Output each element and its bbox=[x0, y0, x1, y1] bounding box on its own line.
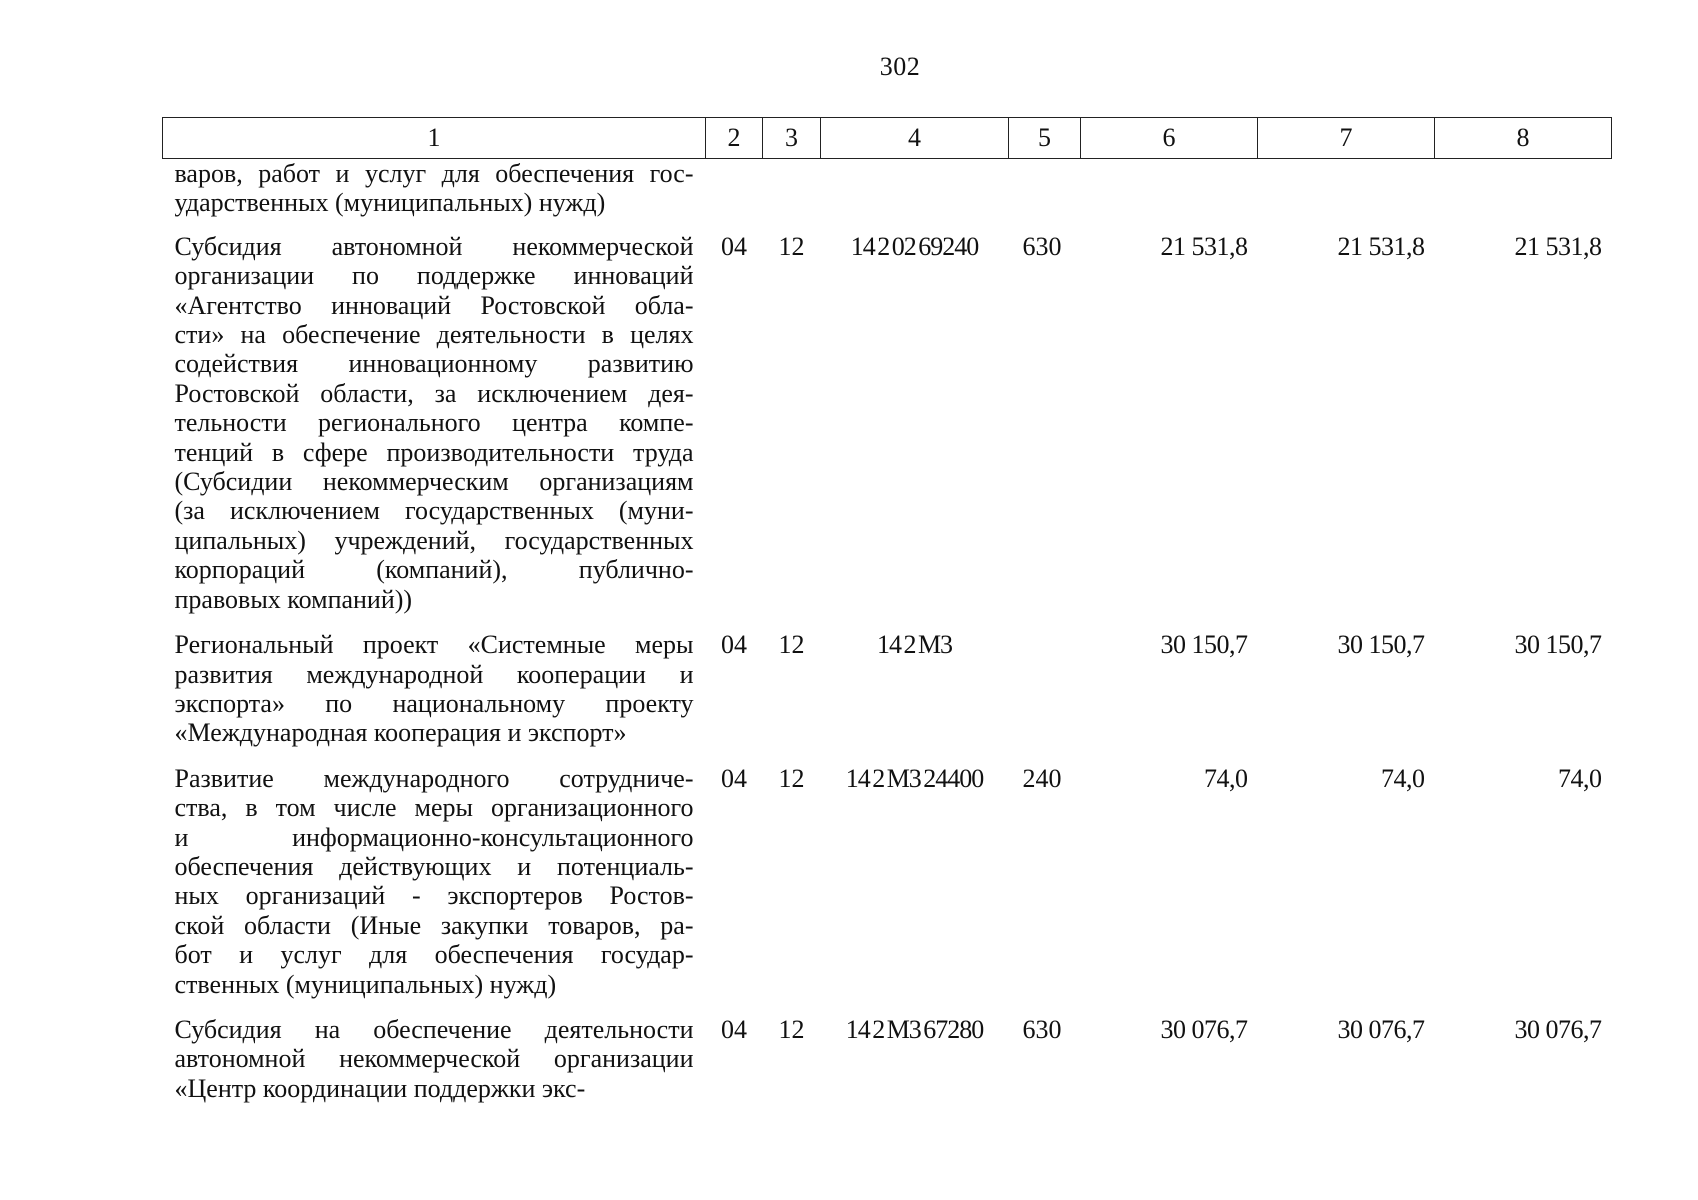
amount-col-7 bbox=[1258, 159, 1435, 230]
row-name-line: Региональный проект «Системные меры bbox=[174, 630, 694, 660]
amount-col-7: 21 531,8 bbox=[1337, 231, 1425, 261]
row-name-line: экспорта» по национальному проекту bbox=[174, 688, 694, 718]
row-name-line: ных организаций - экспортеров Ростов- bbox=[174, 881, 694, 911]
page-number: 302 bbox=[879, 52, 921, 81]
amount-col-7: 30 150,7 bbox=[1337, 630, 1425, 660]
expense-type-code: 630 bbox=[1022, 231, 1062, 261]
target-article-code: 14 2 M3 24400 bbox=[845, 763, 984, 793]
amount-col-8: 74,0 bbox=[1558, 763, 1602, 793]
row-name-line: варов, работ и услуг для обеспечения гос- bbox=[174, 159, 694, 188]
row-name-line: содействия инновационному развитию bbox=[174, 349, 694, 379]
row-name-line: обеспечения действующих и потенциаль- bbox=[174, 851, 694, 881]
target-article-code: 14 2 M3 67280 bbox=[845, 1014, 984, 1044]
row-name-line: «Центр координации поддержки экс- bbox=[174, 1073, 586, 1103]
target-article-code: 14 2 02 69240 bbox=[850, 231, 979, 261]
row-name-line: организации по поддержке инноваций bbox=[174, 261, 694, 291]
column-header-1: 1 bbox=[163, 118, 706, 159]
table-header bbox=[163, 118, 1612, 159]
expense-type-code bbox=[1009, 628, 1081, 762]
row-name-line: «Агентство инноваций Ростовской обла- bbox=[174, 290, 694, 320]
amount-col-6: 30 150,7 bbox=[1160, 630, 1248, 660]
row-name-line: и информационно-консультационного bbox=[174, 822, 694, 852]
subsection-code: 12 bbox=[778, 231, 805, 261]
row-name bbox=[163, 628, 706, 762]
amount-col-6: 21 531,8 bbox=[1160, 231, 1248, 261]
amount-col-7: 30 076,7 bbox=[1337, 1014, 1425, 1044]
row-name-line: бот и услуг для обеспечения государ- bbox=[174, 940, 694, 970]
table-row bbox=[163, 762, 1612, 1013]
section-code: 04 bbox=[721, 630, 747, 660]
row-name-line: корпораций (компаний), публично- bbox=[174, 555, 694, 585]
section-code bbox=[706, 159, 763, 230]
row-name-line: правовых компаний)) bbox=[174, 584, 413, 614]
table-body bbox=[163, 159, 1612, 1118]
column-header-6: 6 bbox=[1081, 118, 1258, 159]
budget-table bbox=[162, 117, 1612, 1117]
row-name-line: «Международная кооперация и экспорт» bbox=[174, 718, 627, 748]
row-name-line: ципальных) учреждений, государственных bbox=[174, 525, 694, 555]
column-header-7: 7 bbox=[1258, 118, 1435, 159]
row-name-line: развития международной кооперации и bbox=[174, 659, 694, 689]
subsection-code bbox=[763, 159, 821, 230]
section-code: 04 bbox=[721, 1014, 747, 1044]
amount-col-8: 30 076,7 bbox=[1514, 1014, 1602, 1044]
table-row bbox=[163, 628, 1612, 762]
target-article-code: 14 2 M3 bbox=[876, 630, 953, 660]
amount-col-8 bbox=[1435, 159, 1612, 230]
expense-type-code: 630 bbox=[1022, 1014, 1062, 1044]
column-header-5: 5 bbox=[1009, 118, 1081, 159]
amount-col-6 bbox=[1081, 159, 1258, 230]
row-name-line: ственных (муниципальных) нужд) bbox=[174, 969, 557, 999]
amount-col-6: 74,0 bbox=[1204, 763, 1248, 793]
row-name-line: ударственных (муниципальных) нужд) bbox=[174, 188, 606, 218]
row-name bbox=[163, 230, 706, 628]
row-name-line: ской области (Иные закупки товаров, ра- bbox=[174, 910, 694, 940]
subsection-code: 12 bbox=[778, 763, 805, 793]
row-name-line: Развитие международного сотрудниче- bbox=[174, 763, 694, 793]
section-code: 04 bbox=[721, 231, 747, 261]
row-name bbox=[163, 1013, 706, 1117]
expense-type-code: 240 bbox=[1022, 763, 1062, 793]
column-header-3: 3 bbox=[763, 118, 821, 159]
row-name-line: (Субсидии некоммерческим организациям bbox=[174, 467, 694, 497]
amount-col-8: 30 150,7 bbox=[1514, 630, 1602, 660]
amount-col-6: 30 076,7 bbox=[1160, 1014, 1248, 1044]
header-row bbox=[163, 118, 1612, 159]
row-name-line: автономной некоммерческой организации bbox=[174, 1044, 694, 1074]
table-row bbox=[163, 159, 1612, 230]
table-row bbox=[163, 230, 1612, 628]
row-name-line: Ростовской области, за исключением дея- bbox=[174, 378, 694, 408]
amount-col-7: 74,0 bbox=[1381, 763, 1425, 793]
table-row bbox=[163, 1013, 1612, 1117]
column-header-4: 4 bbox=[821, 118, 1009, 159]
subsection-code: 12 bbox=[778, 630, 805, 660]
row-name-line: тельности регионального центра компе- bbox=[174, 408, 694, 438]
amount-col-8: 21 531,8 bbox=[1514, 231, 1602, 261]
target-article-code bbox=[821, 159, 1009, 230]
row-name bbox=[163, 159, 706, 230]
column-header-8: 8 bbox=[1435, 118, 1612, 159]
column-header-2: 2 bbox=[706, 118, 763, 159]
section-code: 04 bbox=[721, 763, 747, 793]
row-name bbox=[163, 762, 706, 1013]
row-name-line: (за исключением государственных (муни- bbox=[174, 496, 694, 526]
row-name-line: сти» на обеспечение деятельности в целях bbox=[174, 320, 694, 350]
row-name-line: Субсидия на обеспечение деятельности bbox=[174, 1014, 694, 1044]
subsection-code: 12 bbox=[778, 1014, 805, 1044]
row-name-line: Субсидия автономной некоммерческой bbox=[174, 231, 694, 261]
row-name-line: тенций в сфере производительности труда bbox=[174, 437, 694, 467]
expense-type-code bbox=[1009, 159, 1081, 230]
row-name-line: ства, в том числе меры организационного bbox=[174, 793, 694, 823]
